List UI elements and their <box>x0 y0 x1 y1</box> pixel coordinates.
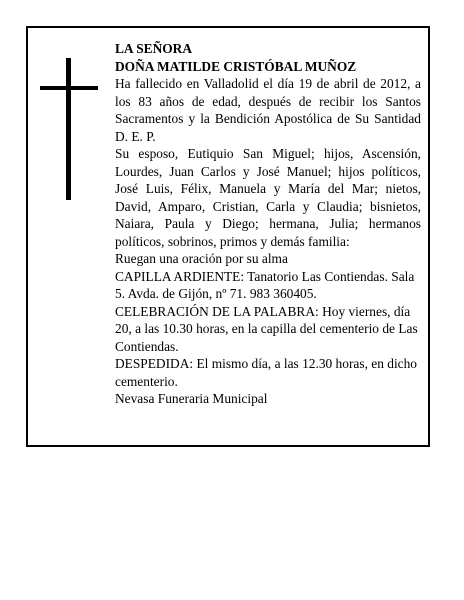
celebration-info: CELEBRACIÓN DE LA PALABRA: Hoy viernes, día 20, a las 10.30 horas, en la capilla del cementerio de Las Contiendas. <box>115 303 418 354</box>
cross-icon-horizontal-bar <box>40 86 98 90</box>
notice-title: LA SEÑORA <box>115 41 193 56</box>
cross-icon-vertical-bar <box>66 58 71 200</box>
obituary-text <box>115 40 421 408</box>
farewell-info: DESPEDIDA: El mismo día, a las 12.30 horas, en dicho cementerio. <box>115 356 417 389</box>
family-list: Su esposo, Eutiquio San Miguel; hijos, Ascensión, Lourdes, Juan Carlos y José Manuel; hijos políticos, José Luis, Félix, Manuela y María del Mar; nietos, David, Amparo, Cristian, Carla y Claudia; bisnietos, Naiara, Paula y Diego; hermana, Julia; hermanos políticos, sobrinos, primos y demás familia: <box>115 146 421 249</box>
deceased-name: DOÑA MATILDE CRISTÓBAL MUÑOZ <box>115 58 357 74</box>
obituary-notice <box>26 26 430 447</box>
death-announcement: Ha fallecido en Valladolid el día 19 de abril de 2012, a los 83 años de edad, después de recibir los Santos Sacramentos y la Bendición Apostólica de Su Santidad D. E. P. <box>115 76 421 144</box>
funeral-home: Nevasa Funeraria Municipal <box>115 391 268 406</box>
chapel-info: CAPILLA ARDIENTE: Tanatorio Las Contiendas. Sala 5. Avda. de Gijón, nº 71. 983 360405. <box>115 268 415 301</box>
prayer-request: Ruegan una oración por su alma <box>115 251 288 266</box>
